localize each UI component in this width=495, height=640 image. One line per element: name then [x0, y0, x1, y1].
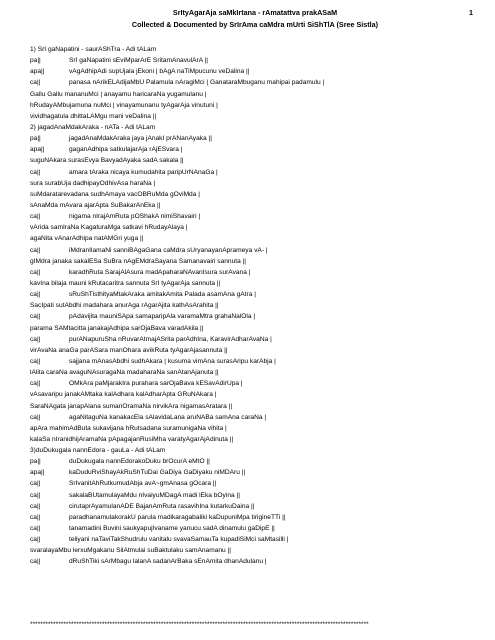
line-text: teliyani naTaviTakShudrulu vanitalu svavaSamauTa kupadiSiMci saMtasilli | — [69, 536, 289, 544]
text-line — [30, 267, 475, 278]
text-line — [30, 545, 475, 556]
text-line — [30, 300, 475, 311]
line-label: ca|| — [30, 79, 41, 87]
section-heading: lAlita caraNa avaguNAsuragaNa madaharaNa sanAtanAjanuta || — [30, 369, 219, 377]
line-label: ca|| — [30, 268, 41, 276]
section-heading: 2) jagadAnaMdakAraka - nATa - Adi tALam — [30, 123, 156, 131]
section-heading: suguNAkara surasEvya BavyadAyaka sadA sakala || — [30, 157, 184, 165]
section-heading: SaraNAgata janapAlana sumanOramaNa nirvikAra nigamasAratara || — [30, 402, 233, 410]
line-label: ca|| — [30, 480, 41, 488]
text-line — [30, 256, 475, 267]
line-label: ca|| — [30, 558, 41, 566]
text-line — [30, 323, 475, 334]
text-line — [30, 389, 475, 400]
line-label: ca|| — [30, 357, 41, 365]
line-text: jagadAnaMdakAraka jaya jAnakI prANanAyaka || — [69, 135, 212, 143]
line-text: cirutaprAyamulanADE BajanAmRuta rasavihIna kutarkuDaina || — [69, 502, 255, 510]
text-line — [30, 122, 475, 133]
text-line — [30, 490, 475, 501]
text-line — [30, 501, 475, 512]
document-title: SrItyAgarAja saMkIrtana - rAmatattva prakASaM — [172, 8, 338, 17]
section-heading: SacIpati sutAbdhi madahara anurAga rAgarAjita kathAsArahita || — [30, 302, 219, 310]
section-heading: hRudayAMbujamuna nuMci | vinayamunanu tyAgarAja vinutuni | — [30, 101, 218, 109]
line-text: vAgAdhipAdi supUjala jEkoni | bAgA naTiMpucunu veDalina || — [69, 68, 250, 76]
text-line — [30, 289, 475, 300]
text-line — [30, 467, 475, 478]
text-line — [30, 423, 475, 434]
line-text: kaDuduRviShayAkRuShTuDai GaDiya GaDiyaku niMDAru || — [69, 469, 246, 477]
line-text: sRuShTisthityaMtakAraka amitakAmita Palada asamAna gAtra | — [69, 291, 256, 299]
section-heading: agaNita vAnarAdhipa natAMGri yuga || — [30, 235, 144, 243]
line-text: panasa nArikELAdijaMbU Palamula nAragiMci | GanataraMbuganu mahipai padamulu | — [69, 79, 325, 87]
text-line — [30, 512, 475, 523]
text-line — [30, 55, 475, 66]
line-text: nigama nIrajAmRuta pOShakA nimiShavairi | — [69, 213, 201, 221]
line-text: SrIvanitAhRutkumudAbja avA~gmAnasa gOcara || — [69, 480, 217, 488]
text-line — [30, 133, 475, 144]
text-line — [30, 100, 475, 111]
text-line — [30, 412, 475, 423]
text-line — [30, 311, 475, 322]
line-label: ca|| — [30, 502, 41, 510]
section-heading: kavIna bilaja mauni kRutacaritra sannuta SrI tyAgarAja sannuta || — [30, 279, 221, 287]
text-line — [30, 523, 475, 534]
document-subtitle: Collected & Documented by SrIrAma caMdra mUrti SiShTlA (Sree Sistla) — [131, 20, 379, 29]
section-heading: Gallu Gallu mananuMci | anayamu haricaraNa yugamulanu | — [30, 90, 207, 98]
section-heading: 3)duDukugala nannEdora - gauLa - Adi tALam — [30, 447, 166, 455]
line-label: ca|| — [30, 380, 41, 388]
footer-rule: ************************************************************************************************************************************ — [30, 621, 369, 628]
line-label: ca|| — [30, 536, 41, 544]
text-line — [30, 233, 475, 244]
text-line — [30, 401, 475, 412]
line-label: apa|| — [30, 68, 45, 76]
line-text: amara tAraka nicaya kumudahita paripUrNAnaGa | — [69, 168, 218, 176]
section-heading: gIMdra janaka sakalESa SuBra nAgEMdraSayana Samanavairi sannuta || — [30, 257, 247, 265]
line-label: ca|| — [30, 291, 41, 299]
line-label: pa|| — [30, 458, 41, 466]
text-line — [30, 556, 475, 567]
text-line — [30, 66, 475, 77]
section-heading: suMdaratarevadana sudhAmaya vacOBRuMda gOviMda | — [30, 190, 200, 198]
line-text: iMdranIlamaNi sanniBAgaGana caMdra sUryanayanAprameya vA- | — [69, 246, 268, 254]
text-line — [30, 378, 475, 389]
section-heading: svaralayaMbu lerxuMgakanu SilAtmulai suBaktulaku samAnamanu || — [30, 547, 231, 555]
line-label: ca|| — [30, 513, 41, 521]
text-line — [30, 367, 475, 378]
section-heading: apAra mahimAdButa sukavijana hRutsadana suramunigaNa vihita | — [30, 424, 227, 432]
text-line — [30, 211, 475, 222]
text-line — [30, 200, 475, 211]
section-heading: 1) SrI gaNapatini - saurAShTra - Adi tALam — [30, 46, 157, 53]
document-header — [40, 7, 470, 31]
text-line — [30, 445, 475, 456]
line-text: paradhanamulakorakU parula madikaragabaliki kaDupuniMpa tirigineTTi || — [69, 513, 286, 521]
line-text: duDukugala nannEdorakoDuku brOcurA eMtO || — [69, 458, 210, 466]
line-text: agaNitaguNa kanakacEla sAlavidaLana aruNABa samAna caraNa | — [69, 413, 267, 421]
section-heading: virAvaNa anaGa parASara manOhara avikRuta tyAgarAjasannuta || — [30, 346, 228, 354]
text-line — [30, 434, 475, 445]
text-line — [30, 222, 475, 233]
text-line — [30, 534, 475, 545]
section-heading: kalaSa nIranidhijAramaNa pApagajanRusiMha varatyAgarAjAdinuta || — [30, 435, 234, 443]
text-line — [30, 245, 475, 256]
line-label: ca|| — [30, 246, 41, 254]
line-label: ca|| — [30, 413, 41, 421]
line-label: ca|| — [30, 335, 41, 343]
page-number: 1 — [469, 8, 473, 17]
text-line — [30, 478, 475, 489]
text-line — [30, 89, 475, 100]
line-label: ca|| — [30, 491, 41, 499]
section-heading: vAsavaripu janakAMtaka kalAdhara kalAdharApta GRuNAkara | — [30, 391, 217, 399]
text-line — [30, 167, 475, 178]
section-heading: sura surabUja dadhipayOdhivAsa haraNa | — [30, 179, 156, 187]
line-text: pAdavijita mauniSApa samaparipAla varamaMtra grahaNalOla | — [69, 313, 256, 321]
text-line — [30, 345, 475, 356]
text-line — [30, 77, 475, 88]
line-label: apa|| — [30, 469, 45, 477]
line-text: SrI gaNapatini sEviMparArE SritamAnavulArA || — [69, 57, 209, 65]
text-line — [30, 178, 475, 189]
line-label: ca|| — [30, 525, 41, 533]
text-line — [30, 144, 475, 155]
line-text: purANapuruSha nRuvarAtmajASrita parAdhIna, KaravirAdharAvaNa | — [69, 335, 272, 343]
line-text: gaganAdhipa satkulajarAja rAjESvara | — [69, 146, 183, 154]
lyrics-body — [30, 44, 475, 568]
line-text: sajjana mAnasAbdhi sudhAkara | kusuma vimAna surasAripu karAbja | — [69, 357, 276, 365]
text-line — [30, 44, 475, 55]
line-label: pa|| — [30, 135, 41, 143]
section-heading: parama SAMtacitta janakajAdhipa sarOjaBava varadAkila || — [30, 324, 204, 332]
line-text: dRuShTiki sArMbagu lalanA sadanArBaka sEnAmita dhanAdulanu | — [69, 558, 267, 566]
text-line — [30, 155, 475, 166]
text-line — [30, 334, 475, 345]
section-heading: vArida samIraNa KagaturaMga satkavi hRudayAlaya | — [30, 224, 188, 232]
line-text: karadhRuta SarajAlAsura madApaharaNAvanIsura surAvana | — [69, 268, 251, 276]
section-heading: vividhagatula dhittaLAMgu mani veDalina || — [30, 112, 157, 120]
section-heading: sAnaMda mAvara ajarApta SuBakarAnEka || — [30, 201, 161, 209]
line-text: OMkAra paMjarakIra purahara sarOjaBava kESavAdirUpa | — [69, 380, 243, 388]
text-line — [30, 111, 475, 122]
line-label: apa|| — [30, 146, 45, 154]
line-text: sakalaBUtamulayaMdu nIvaiyuMDagA madi lEka bOyina || — [69, 491, 240, 499]
text-line — [30, 356, 475, 367]
line-label: ca|| — [30, 168, 41, 176]
text-line — [30, 189, 475, 200]
line-text: tanamadini Buvini saukyapujIvaname yanucu sadA dinamulu gaDipE || — [69, 525, 275, 533]
line-label: ca|| — [30, 313, 41, 321]
line-label: ca|| — [30, 213, 41, 221]
text-line — [30, 456, 475, 467]
line-label: pa|| — [30, 57, 41, 65]
text-line — [30, 278, 475, 289]
